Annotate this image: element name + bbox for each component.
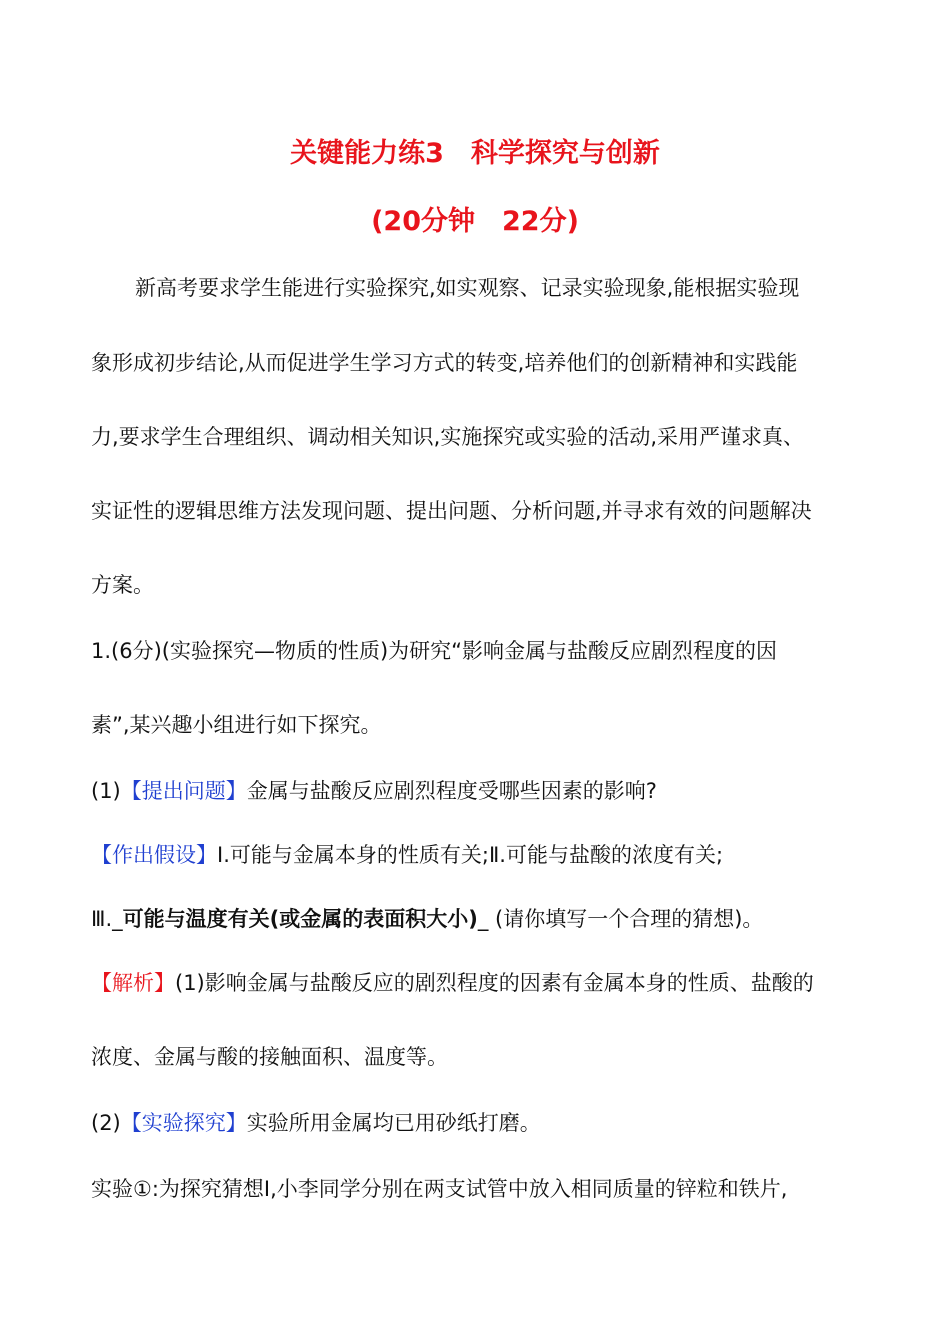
intro-line-3: 力,要求学生合理组织、调动相关知识,实施探究或实验的活动,采用严谨求真、 bbox=[91, 425, 805, 449]
propose-question-tag: 【提出问题】 bbox=[120, 779, 247, 803]
analysis-text: (1)影响金属与盐酸反应的剧烈程度的因素有金属本身的性质、盐酸的 bbox=[175, 971, 814, 995]
question-1-stem-line-1: 1.(6分)(实验探究—物质的性质)为研究“影响金属与盐酸反应剧烈程度的因 bbox=[91, 639, 778, 663]
intro-line-4: 实证性的逻辑思维方法发现问题、提出问题、分析问题,并寻求有效的问题解决 bbox=[91, 499, 812, 523]
hypothesis-3-line bbox=[91, 905, 871, 933]
experiment-tag: 【实验探究】 bbox=[120, 1111, 247, 1135]
part-2-number: (2) bbox=[91, 1111, 121, 1135]
experiment-1-line: 实验①:为探究猜想Ⅰ,小李同学分别在两支试管中放入相同质量的锌粒和铁片, bbox=[91, 1177, 788, 1201]
hypothesis-3-answer: 可能与温度有关(或金属的表面积大小) bbox=[122, 907, 478, 931]
intro-line-2: 象形成初步结论,从而促进学生学习方式的转变,培养他们的创新精神和实践能 bbox=[91, 351, 798, 375]
question-1-stem-line-2: 素”,某兴趣小组进行如下探究。 bbox=[91, 713, 382, 737]
part-1-number: (1) bbox=[91, 779, 121, 803]
intro-line-1: 新高考要求学生能进行实验探究,如实观察、记录实验现象,能根据实验现 bbox=[135, 276, 800, 300]
part-2-line bbox=[91, 1109, 871, 1137]
hypothesis-3-suffix: _ (请你填写一个合理的猜想)。 bbox=[477, 907, 764, 931]
intro-line-5: 方案。 bbox=[91, 573, 154, 597]
hypothesis-line bbox=[91, 841, 871, 869]
hypothesis-tag: 【作出假设】 bbox=[91, 843, 217, 867]
page-title: 关键能力练3 科学探究与创新 bbox=[290, 138, 660, 169]
page-subtitle: (20分钟 22分) bbox=[371, 206, 579, 237]
analysis-line-2: 浓度、金属与酸的接触面积、温度等。 bbox=[91, 1045, 448, 1069]
analysis-line-1 bbox=[91, 969, 871, 997]
part-1-line bbox=[91, 777, 871, 805]
hypothesis-3-prefix: Ⅲ._ bbox=[91, 907, 123, 931]
part-1-text: 金属与盐酸反应剧烈程度受哪些因素的影响? bbox=[246, 779, 657, 803]
part-2-text: 实验所用金属均已用砂纸打磨。 bbox=[246, 1111, 541, 1135]
analysis-tag: 【解析】 bbox=[91, 971, 175, 995]
hypothesis-text: Ⅰ.可能与金属本身的性质有关;Ⅱ.可能与盐酸的浓度有关; bbox=[217, 843, 724, 867]
